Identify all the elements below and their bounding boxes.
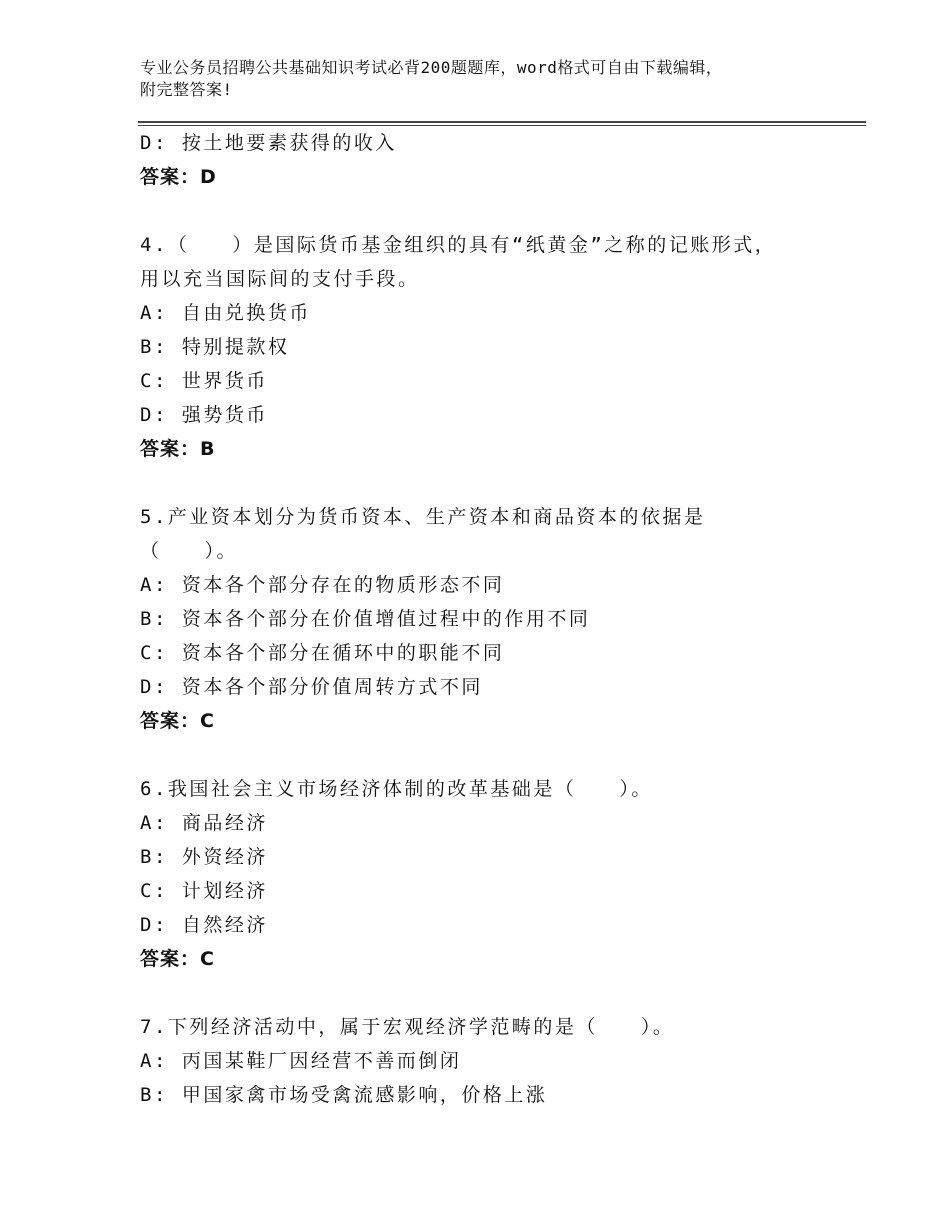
spacer (140, 466, 840, 500)
question-7 (140, 1010, 840, 1112)
document-body (140, 126, 840, 1112)
question-stem-cont: （ ）。 (140, 540, 239, 562)
option-d: D: 强势货币 (140, 404, 268, 426)
spacer (140, 194, 840, 228)
header-divider (138, 121, 866, 123)
spacer (140, 738, 840, 772)
spacer (140, 976, 840, 1010)
answer-line: 答案：D (140, 166, 217, 188)
header-line-1: 专业公务员招聘公共基础知识考试必背200题题库，word格式可自由下载编辑， (140, 58, 723, 77)
option-c: C: 资本各个部分在循环中的职能不同 (140, 642, 505, 664)
option-b: B: 外资经济 (140, 846, 268, 868)
question-5 (140, 500, 840, 738)
option-c: C: 计划经济 (140, 880, 268, 902)
option-a: A: 商品经济 (140, 812, 268, 834)
page-header (140, 57, 830, 101)
question-6 (140, 772, 840, 976)
option-d: D: 按土地要素获得的收入 (140, 132, 397, 154)
option-c: C: 世界货币 (140, 370, 268, 392)
option-a: A: 资本各个部分存在的物质形态不同 (140, 574, 505, 596)
option-a: A: 丙国某鞋厂因经营不善而倒闭 (140, 1050, 462, 1072)
question-stem: 5.产业资本划分为货币资本、生产资本和商品资本的依据是 (140, 506, 706, 528)
question-stem: 7.下列经济活动中，属于宏观经济学范畴的是（ ）。 (140, 1016, 675, 1038)
question-stem-cont: 用以充当国际间的支付手段。 (140, 268, 420, 290)
option-d: D: 自然经济 (140, 914, 268, 936)
header-line-2: 附完整答案! (140, 80, 233, 99)
option-b: B: 甲国家禽市场受禽流感影响，价格上涨 (140, 1084, 548, 1106)
answer-line: 答案：C (140, 710, 215, 732)
option-b: B: 资本各个部分在价值增值过程中的作用不同 (140, 608, 591, 630)
option-a: A: 自由兑换货币 (140, 302, 311, 324)
option-b: B: 特别提款权 (140, 336, 290, 358)
answer-line: 答案：C (140, 948, 215, 970)
question-stem: 6.我国社会主义市场经济体制的改革基础是（ ）。 (140, 778, 653, 800)
question-stem: 4.（ ）是国际货币基金组织的具有“纸黄金”之称的记账形式， (140, 234, 777, 256)
answer-line: 答案：B (140, 438, 216, 460)
question-4 (140, 228, 840, 466)
option-d: D: 资本各个部分价值周转方式不同 (140, 676, 483, 698)
